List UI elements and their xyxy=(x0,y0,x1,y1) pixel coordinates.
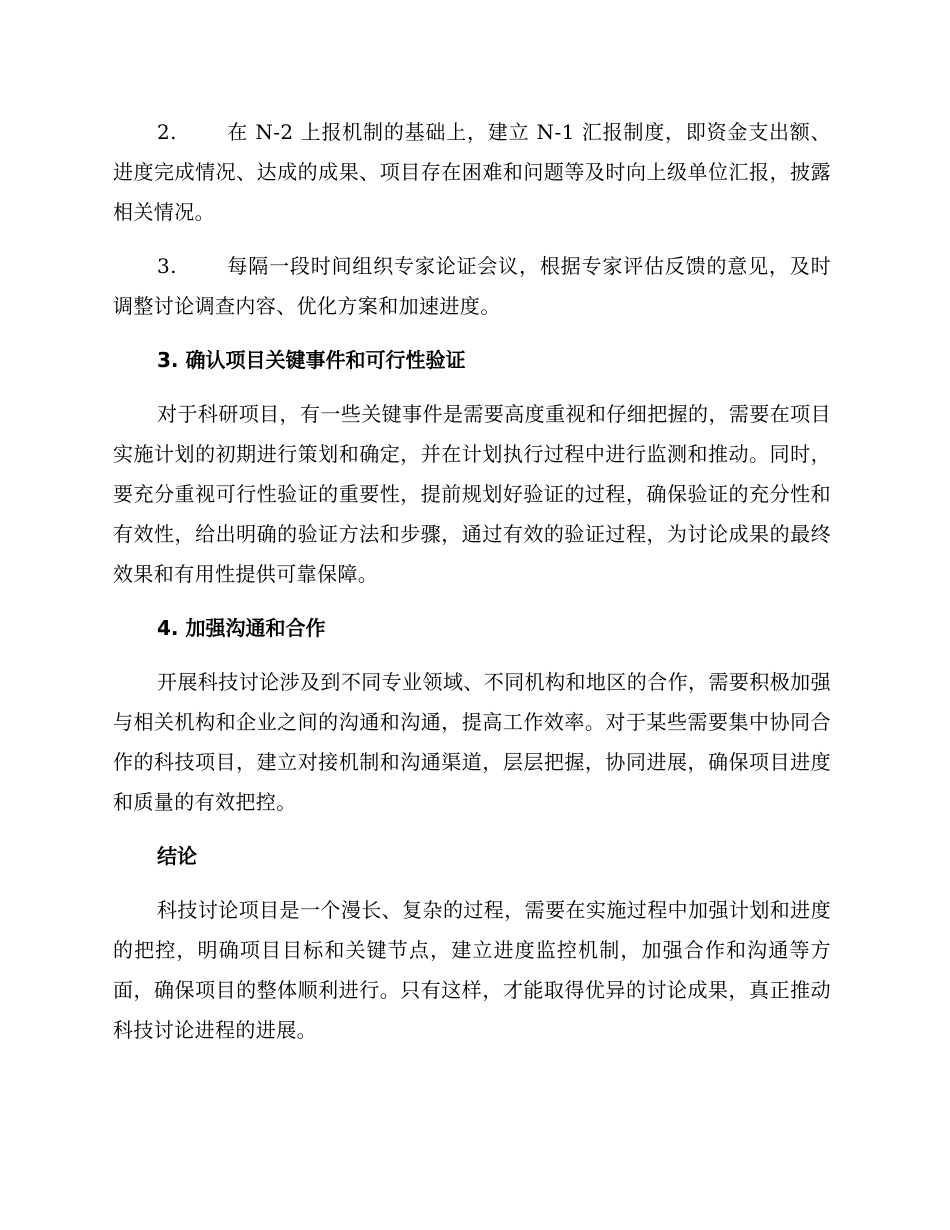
section-heading-3: 3. 确认项目关键事件和可行性验证 xyxy=(157,348,466,372)
list-item-3 xyxy=(113,246,831,326)
list-number: 3. xyxy=(157,254,177,278)
section-body-3: 对于科研项目，有一些关键事件是需要高度重视和仔细把握的，需要在项目实施计划的初期进行策划和确定，并在计划执行过程中进行监测和推动。同时，要充分重视可行性验证的重要性，提前规划好验证的过程，确保验证的充分性和有效性，给出明确的验证方法和步骤，通过有效的验证过程，为讨论成果的最终效果和有用性提供可靠保障。 xyxy=(113,402,831,586)
conclusion-body: 科技讨论项目是一个漫长、复杂的过程，需要在实施过程中加强计划和进度的把控，明确项目目标和关键节点，建立进度监控机制，加强合作和沟通等方面，确保项目的整体顺利进行。只有这样，才能取得优异的讨论成果，真正推动科技讨论进程的进展。 xyxy=(113,898,831,1042)
document-body xyxy=(113,112,831,1050)
list-number: 2. xyxy=(157,120,177,144)
section-body-4: 开展科技讨论涉及到不同专业领域、不同机构和地区的合作，需要积极加强与相关机构和企业之间的沟通和沟通，提高工作效率。对于某些需要集中协同合作的科技项目，建立对接机制和沟通渠道，层层把握，协同进展，确保项目进度和质量的有效把控。 xyxy=(113,670,831,814)
conclusion-heading: 结论 xyxy=(157,844,197,868)
section-heading-4: 4. 加强沟通和合作 xyxy=(157,616,326,640)
list-text: 在 N-2 上报机制的基础上，建立 N-1 汇报制度，即资金支出额、进度完成情况、达成的成果、项目存在困难和问题等及时向上级单位汇报，披露相关情况。 xyxy=(113,120,831,224)
list-item-2 xyxy=(113,112,831,232)
list-text: 每隔一段时间组织专家论证会议，根据专家评估反馈的意见，及时调整讨论调查内容、优化方案和加速进度。 xyxy=(113,254,831,318)
